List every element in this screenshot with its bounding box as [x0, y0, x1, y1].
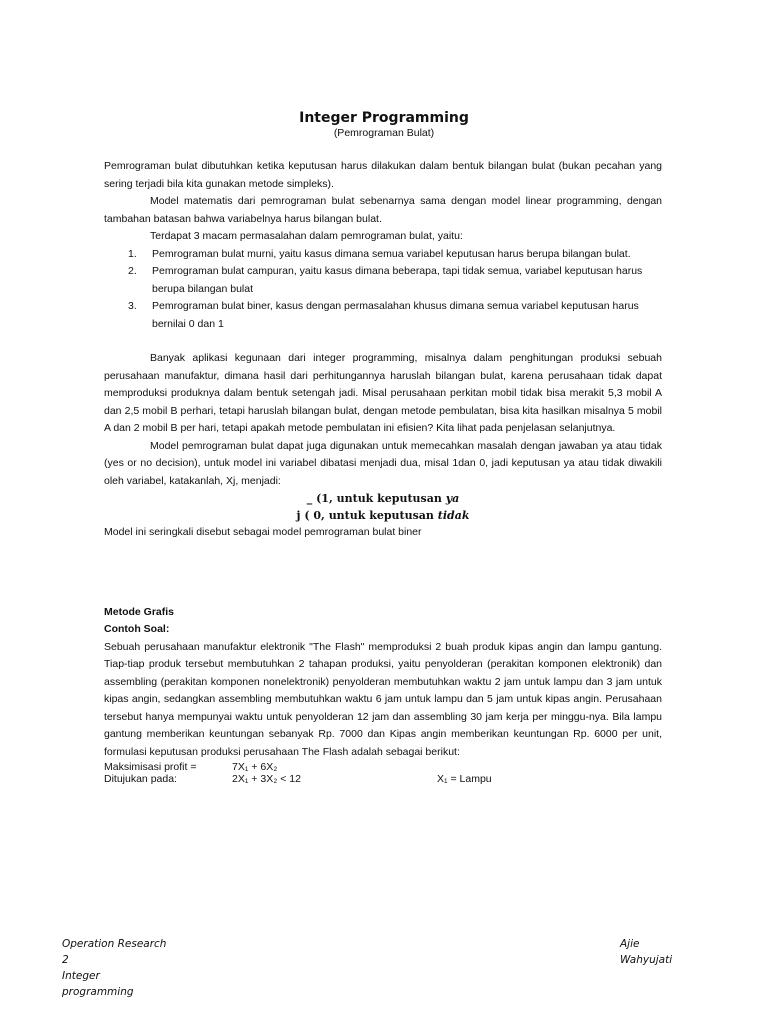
applications-paragraph-1: Banyak aplikasi kegunaan dari integer programming, misalnya dalam penghitungan produksi sebuah perusahaan manufaktur, dimana hasil dari perhitungannya haruslah bilangan bulat, karena perusahaan tidak dapat memproduksi produknya dalam bentuk setengah jadi. Misal perusahaan perkitan mobil tidak bisa merakit 5,3 mobil A dan 2,5 mobil B perhari, tetapi haruslah bilangan bulat, dengan metode pembulatan, bisa kita hasilkan misalnya 5 mobil A dan 2 mobil B per hari, tetapi apakah metode pembulatan ini efisien? Kita lihat pada penjelasan selanjutnya.: [104, 352, 662, 434]
constraint-label: Ditujukan pada:: [104, 773, 177, 785]
footer-page-number: 2: [62, 954, 69, 966]
objective-expression: 7X₁ + 6X₂: [232, 761, 278, 773]
applications-paragraph-2: Model pemrograman bulat dapat juga digunakan untuk memecahkan masalah dengan jawaban ya atau tidak (yes or no decision), untuk model ini variabel dibatasi menjadi dua, misal 1dan 0, jadi keputusan ya atau tidak diwakili oleh variabel, katakanlah, Xj, menjadi:: [104, 439, 662, 487]
document-body: [104, 158, 662, 785]
list-item-text: Pemrograman bulat biner, kasus dengan permasalahan khusus dimana semua variabel keputusan harus bernilai 0 dan 1: [152, 300, 639, 330]
objective-label: Maksimisasi profit =: [104, 761, 197, 773]
list-item-number: 1.: [128, 247, 137, 260]
page-subtitle: (Pemrograman Bulat): [333, 127, 435, 139]
list-item: [104, 298, 662, 333]
list-item-text: Pemrograman bulat murni, yaitu kasus dimana semua variabel keputusan harus berupa bilangan bulat.: [152, 247, 631, 260]
footer-right: [620, 936, 700, 968]
intro-paragraph-3: Terdapat 3 macam permasalahan dalam pemrograman bulat, yaitu:: [150, 230, 463, 242]
example-paragraph: Sebuah perusahaan manufaktur elektronik "The Flash" memproduksi 2 buah produk kipas angin dan lampu gantung. Tiap-tiap produk tersebut membutuhkan 2 tahapan produksi, yaitu penyolderan (perakitan komponen elektronik) dan assembling (perakitan komponen nonelektronik) penyolderan membutuhkan waktu 2 jam untuk lampu dan 3 jam untuk kipas angin, sedangkan assembling membutuhkan waktu 6 jam untuk lampu dan 5 jam untuk kipas angin. Perusahaan tersebut hanya mempunyai waktu untuk penyolderan 12 jam dan assembling 30 jam kerja per minggu-nya. Bila lampu gantung memberikan keuntungan sebanyak Rp. 7000 dan Kipas angin memberikan keuntungan Rp. 6000 per unit, formulasi keputusan produksi perusahaan The Flash adalah sebagai berikut:: [104, 640, 662, 758]
list-item: [104, 246, 662, 264]
page-title: Integer Programming: [299, 110, 469, 126]
section-heading-contoh-soal: Contoh Soal:: [104, 623, 170, 635]
formula-word-tidak: tidak: [437, 509, 470, 522]
binary-formula-line-2: [104, 507, 662, 524]
objective-row: [104, 761, 662, 773]
footer-course: Operation Research: [62, 938, 167, 950]
footer-topic-line-2: programming: [62, 986, 134, 998]
list-item: [104, 263, 662, 298]
list-item-number: 2.: [128, 265, 137, 277]
problem-types-list: [104, 246, 662, 334]
binary-formula-line-1: [104, 490, 662, 507]
list-item-text: Pemrograman bulat campuran, yaitu kasus dimana beberapa, tapi tidak semua, variabel keputusan harus berupa bilangan bulat: [152, 265, 643, 295]
formula-word-ya: ya: [445, 492, 460, 505]
intro-paragraph-1: Pemrograman bulat dibutuhkan ketika keputusan harus dilakukan dalam bentuk bilangan bulat (bukan pecahan yang sering terjadi bila kita gunakan metode simpleks).: [104, 160, 662, 190]
footer-author-last: Wahyujati: [620, 954, 673, 966]
variable-note: X₁ = Lampu: [437, 773, 492, 785]
applications-paragraph-3: Model ini seringkali disebut sebagai model pemrograman bulat biner: [104, 526, 422, 538]
formula-text: _ (1, untuk keputusan: [306, 492, 446, 505]
list-item-number: 3.: [128, 300, 137, 312]
constraint-expression: 2X₁ + 3X₂ < 12: [232, 773, 301, 785]
section-heading-metode-grafis: Metode Grafis: [104, 605, 175, 618]
footer-author-first: Ajie: [620, 938, 640, 950]
footer-left: [62, 936, 202, 1000]
footer-topic-line-1: Integer: [62, 970, 100, 982]
formula-text: j ( 0, untuk keputusan: [296, 509, 438, 522]
intro-paragraph-2: Model matematis dari pemrograman bulat sebenarnya sama dengan model linear programming, dengan tambahan batasan bahwa variabelnya harus bilangan bulat.: [104, 195, 662, 225]
constraint-row: [104, 773, 662, 785]
